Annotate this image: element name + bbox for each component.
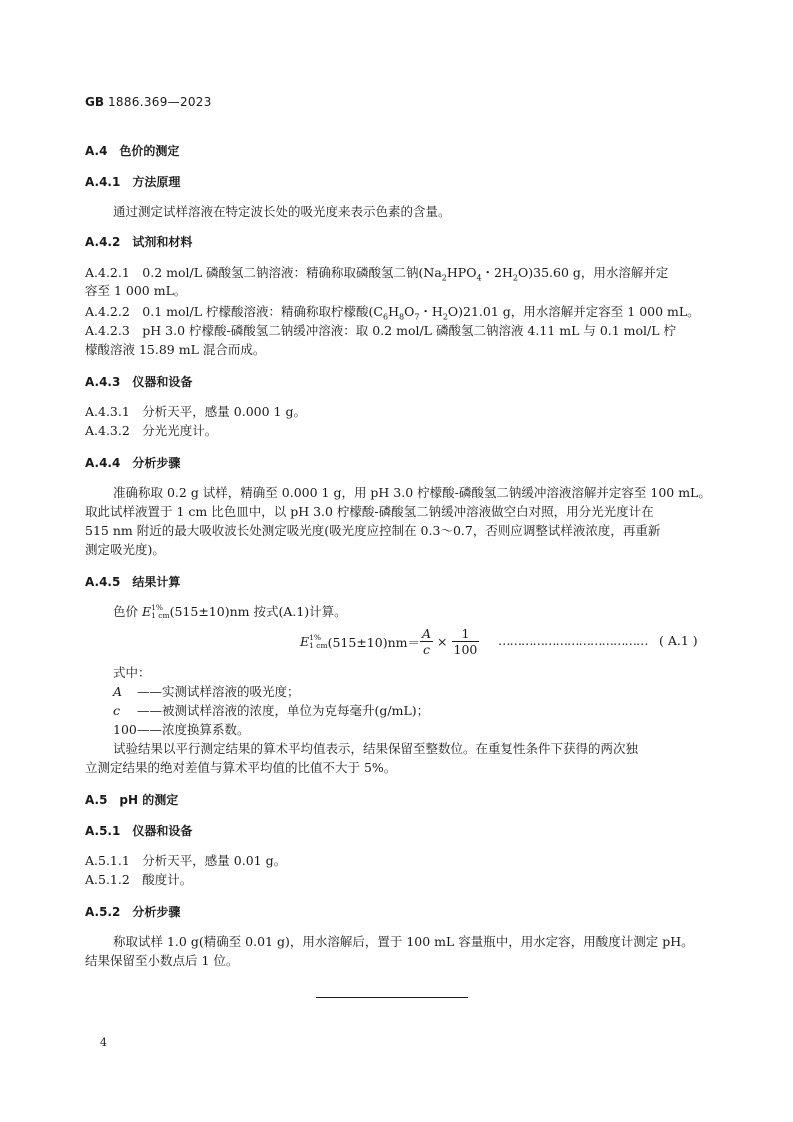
standard-header xyxy=(85,94,212,109)
item-a421-line2: 容至 1 000 mL。 xyxy=(85,283,187,298)
section-a41-title: A.4.1 方法原理 xyxy=(85,175,181,189)
a421-text-c: ・2H xyxy=(481,265,513,280)
var-a-row xyxy=(113,683,300,701)
a44-line3: 515 nm 附近的最大吸收波长处测定吸光度(吸光度应控制在 0.3～0.7，否则应调整试样液浓度，再重新 xyxy=(85,523,661,538)
a422-sub-h: 8 xyxy=(398,312,405,322)
section-a52-title: A.5.2 分析步骤 xyxy=(85,905,181,919)
formula-e-sub: 1 cm xyxy=(309,640,328,650)
page-number: 4 xyxy=(100,1036,107,1049)
a44-line4: 测定吸光度)。 xyxy=(85,542,165,557)
formula-e-scripts xyxy=(309,634,327,650)
formula-label: ( A.1 ) xyxy=(659,633,698,648)
a44-line1: 准确称取 0.2 g 试样，精确至 0.000 1 g，用 pH 3.0 柠檬酸-磷酸氢二钠缓冲溶液溶解并定容至 100 mL。 xyxy=(113,485,711,500)
symbol-e-sub: 1 cm xyxy=(151,611,170,620)
a422-text-c: O xyxy=(404,304,415,319)
a45-result-line2: 立测定结果的绝对差值与算术平均值的比值不大于 5%。 xyxy=(85,760,397,775)
a52-line1: 称取试样 1.0 g(精确至 0.01 g)，用水溶解后，置于 100 mL 容量瓶中，用水定容，用酸度计测定 pH。 xyxy=(113,934,694,949)
formula-denominator-2: 100 xyxy=(453,642,478,657)
formula-denominator: c xyxy=(423,642,431,657)
section-a44-title: A.4.4 分析步骤 xyxy=(85,456,181,470)
a45-result-line1: 试验结果以平行测定结果的算术平均值表示，结果保留至整数位。在重复性条件下获得的两次独 xyxy=(113,741,639,756)
a422-text-a: A.4.2.2 0.1 mol/L 柠檬酸溶液：精确称取柠檬酸(C xyxy=(85,304,383,319)
symbol-e-scripts xyxy=(151,604,169,620)
a45-intro-text-b: (515±10)nm 按式(A.1)计算。 xyxy=(169,604,347,619)
formula-e-sup: 1% xyxy=(309,632,322,642)
formula-rhs: (515±10)nm＝ xyxy=(327,634,420,650)
section-a41-text: 通过测定试样溶液在特定波长处的吸光度来表示色素的含量。 xyxy=(113,204,451,219)
section-a51-title: A.5.1 仪器和设备 xyxy=(85,824,193,838)
end-of-document-rule xyxy=(316,997,468,998)
section-a5-title: A.5 pH 的测定 xyxy=(85,793,179,807)
var-100-row xyxy=(113,721,250,739)
a422-sub-h2: 2 xyxy=(442,312,448,322)
item-a511: A.5.1.1 分析天平，感量 0.01 g。 xyxy=(85,853,287,868)
where-label: 式中： xyxy=(113,665,151,680)
formula-e: E xyxy=(300,634,310,649)
var-c-row xyxy=(113,702,429,720)
var-100-desc: ——浓度换算系数。 xyxy=(137,722,250,737)
a421-sub-na: 2 xyxy=(441,273,447,283)
a421-text-b: HPO xyxy=(446,265,477,280)
standard-code: GB xyxy=(85,95,104,109)
section-a43-title: A.4.3 仪器和设备 xyxy=(85,375,193,389)
a45-intro-text: 色价 xyxy=(113,604,142,619)
formula-a1 xyxy=(300,626,479,657)
formula-times: × xyxy=(437,634,448,649)
symbol-e-sup: 1% xyxy=(151,603,164,612)
a422-text-d: ・H xyxy=(419,304,443,319)
a422-sub-o: 7 xyxy=(414,312,420,322)
formula-numerator-2: 1 xyxy=(452,626,480,642)
a44-line2: 取此试样液置于 1 cm 比色皿中，以 pH 3.0 柠檬酸-磷酸氢二钠缓冲溶液做空白对照，用分光光度计在 xyxy=(85,504,654,519)
a422-text-e: O)21.01 g，用水溶解并定容至 1 000 mL。 xyxy=(447,304,700,319)
formula-fraction-1-100 xyxy=(452,626,480,657)
formula-fraction-a-c xyxy=(420,626,433,657)
section-a4-title: A.4 色价的测定 xyxy=(85,144,180,158)
standard-number: 1886.369—2023 xyxy=(107,95,212,109)
formula-numerator: A xyxy=(422,626,432,641)
a45-intro xyxy=(113,603,347,621)
a52-line2: 结果保留至小数点后 1 位。 xyxy=(85,953,239,968)
a422-text-b: H xyxy=(388,304,399,319)
var-a-symbol: A xyxy=(113,684,123,699)
symbol-e: E xyxy=(141,604,152,619)
a421-sub-h: 2 xyxy=(512,273,518,283)
item-a423-line1: A.4.2.3 pH 3.0 柠檬酸-磷酸氢二钠缓冲溶液：取 0.2 mol/L 磷酸氢二钠溶液 4.11 mL 与 0.1 mol/L 柠 xyxy=(85,323,677,338)
item-a512: A.5.1.2 酸度计。 xyxy=(85,872,193,887)
var-100-symbol: 100 xyxy=(113,722,137,737)
formula-leader-dots: ………………………………… xyxy=(498,633,648,648)
item-a431: A.4.3.1 分析天平，感量 0.000 1 g。 xyxy=(85,404,306,419)
section-a45-title: A.4.5 结果计算 xyxy=(85,575,181,589)
a421-text-a: A.4.2.1 0.2 mol/L 磷酸氢二钠溶液：精确称取磷酸氢二钠(Na xyxy=(85,265,442,280)
a422-sub-c: 6 xyxy=(382,312,389,322)
item-a423-line2: 檬酸溶液 15.89 mL 混合而成。 xyxy=(85,342,266,357)
var-c-desc: ——被测试样溶液的浓度，单位为克每毫升(g/mL)； xyxy=(137,703,430,718)
var-c-symbol: c xyxy=(113,703,121,718)
a421-text-d: O)35.60 g，用水溶解并定 xyxy=(518,265,669,280)
a421-sub-po: 4 xyxy=(476,273,482,283)
item-a432: A.4.3.2 分光光度计。 xyxy=(85,423,218,438)
var-a-desc: ——实测试样溶液的吸光度； xyxy=(137,684,300,699)
section-a42-title: A.4.2 试剂和材料 xyxy=(85,235,193,249)
